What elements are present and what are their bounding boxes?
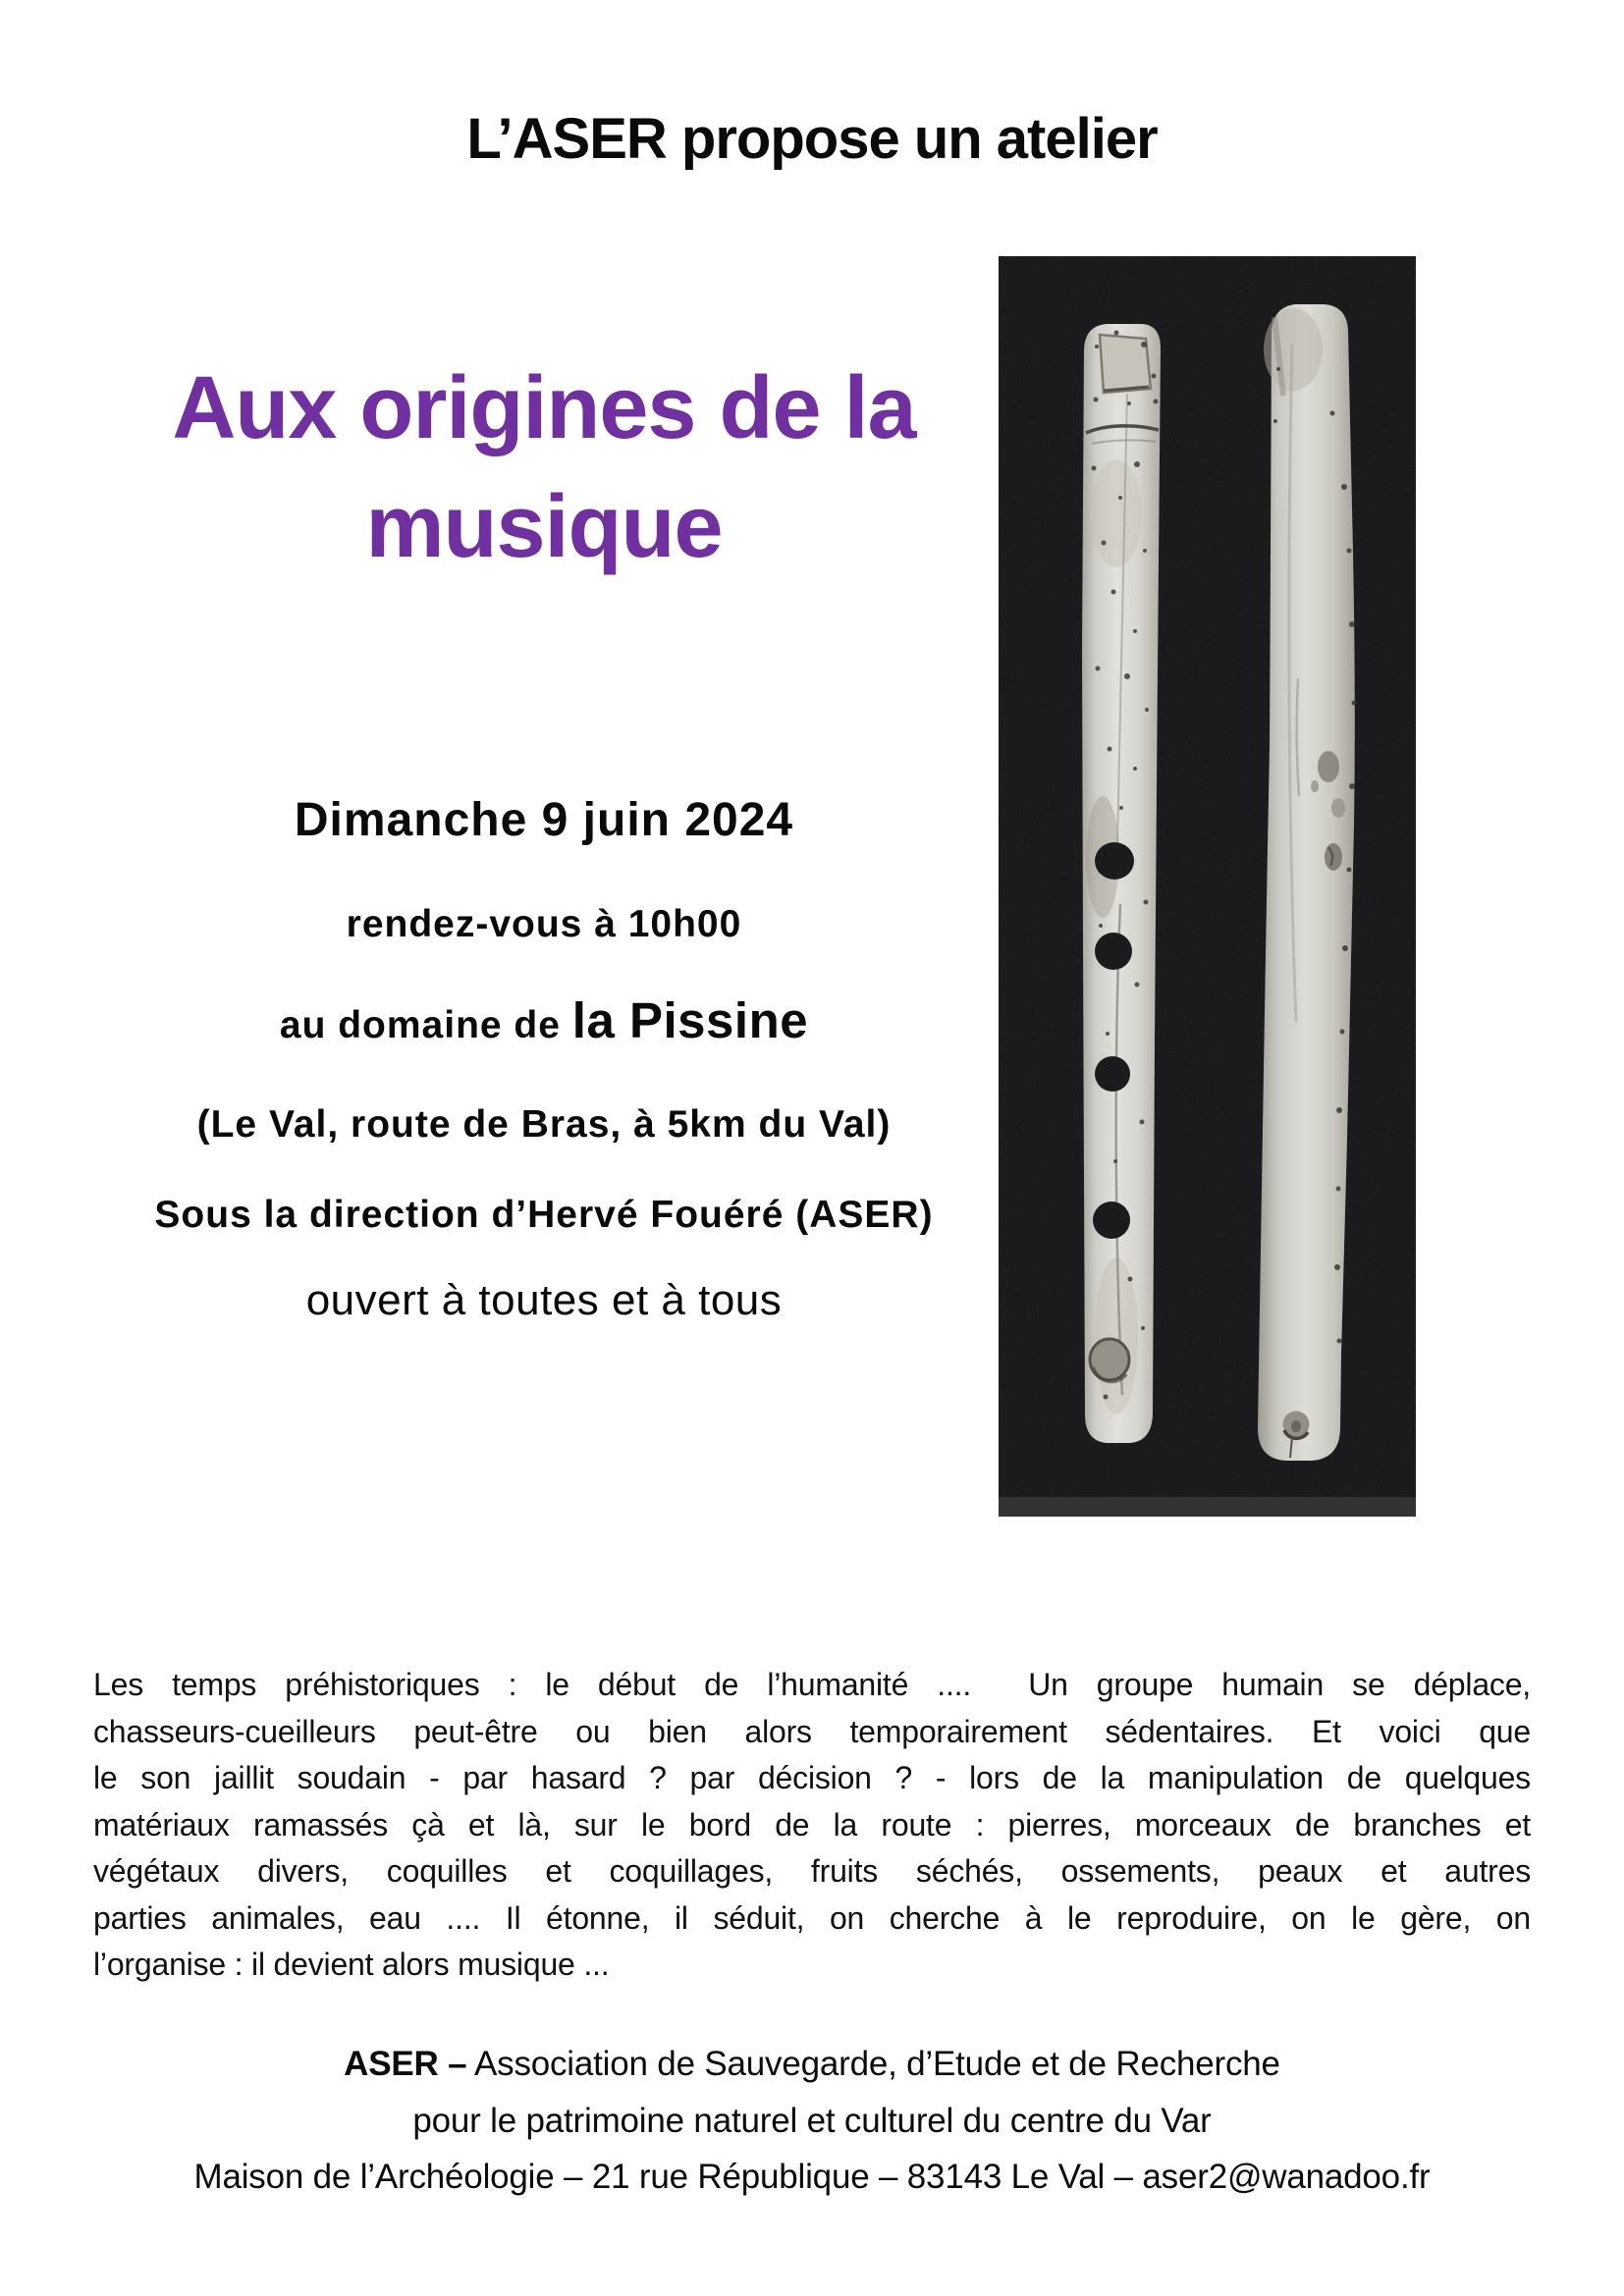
paragraph-line: parties animales, eau .... Il étonne, il séduit, on cherche à le reproduire, on le gère, on bbox=[93, 1899, 1531, 1936]
footer-mission-line: pour le patrimoine naturel et culturel du centre du Var bbox=[412, 2101, 1212, 2140]
workshop-title bbox=[0, 349, 1088, 587]
paragraph-line: chasseurs-cueilleurs peut-être ou bien alors temporairement sédentaires. Et voici que bbox=[93, 1713, 1531, 1749]
event-audience: ouvert à toutes et à tous bbox=[305, 1276, 783, 1324]
event-supervisor: Sous la direction d’Hervé Fouéré (ASER) bbox=[154, 1194, 934, 1236]
event-location-prefix: au domaine de bbox=[279, 1004, 572, 1046]
footer-org-name: ASER – bbox=[344, 2045, 467, 2083]
paragraph-line: végétaux divers, coquilles et coquillages, fruits séchés, ossements, peaux et autres bbox=[93, 1853, 1531, 1889]
workshop-title-line: Aux origines de la bbox=[172, 359, 916, 457]
workshop-title-line: musique bbox=[365, 478, 723, 576]
bone-flutes-photo bbox=[999, 256, 1416, 1517]
bone-flutes-image bbox=[999, 256, 1416, 1517]
paragraph-line: le son jaillit soudain - par hasard ? par décision ? - lors de la manipulation de quelques bbox=[93, 1760, 1531, 1795]
event-date: Dimanche 9 juin 2024 bbox=[294, 794, 794, 846]
event-location bbox=[0, 991, 1088, 1049]
intro-paragraph bbox=[93, 1662, 1531, 1989]
page-title: L’ASER propose un atelier bbox=[466, 107, 1158, 171]
footer bbox=[0, 2036, 1624, 2206]
paragraph-line: Les temps préhistoriques : le début de l’humanité .... Un groupe humain se déplace, bbox=[93, 1667, 1531, 1702]
footer-address-line: Maison de l’Archéologie – 21 rue République – 83143 Le Val – aser2@wanadoo.fr bbox=[193, 2158, 1431, 2196]
paragraph-line: l’organise : il devient alors musique ... bbox=[93, 1947, 610, 1982]
event-location-name: la Pissine bbox=[571, 992, 809, 1048]
event-location-detail: (Le Val, route de Bras, à 5km du Val) bbox=[196, 1103, 892, 1146]
paragraph-line: matériaux ramassés çà et là, sur le bord de la route : pierres, morceaux de branches et bbox=[93, 1806, 1531, 1842]
footer-org-line bbox=[0, 2036, 1624, 2093]
footer-org-rest: Association de Sauvegarde, d’Etude et de Recherche bbox=[466, 2045, 1280, 2083]
event-time: rendez-vous à 10h00 bbox=[346, 903, 742, 945]
